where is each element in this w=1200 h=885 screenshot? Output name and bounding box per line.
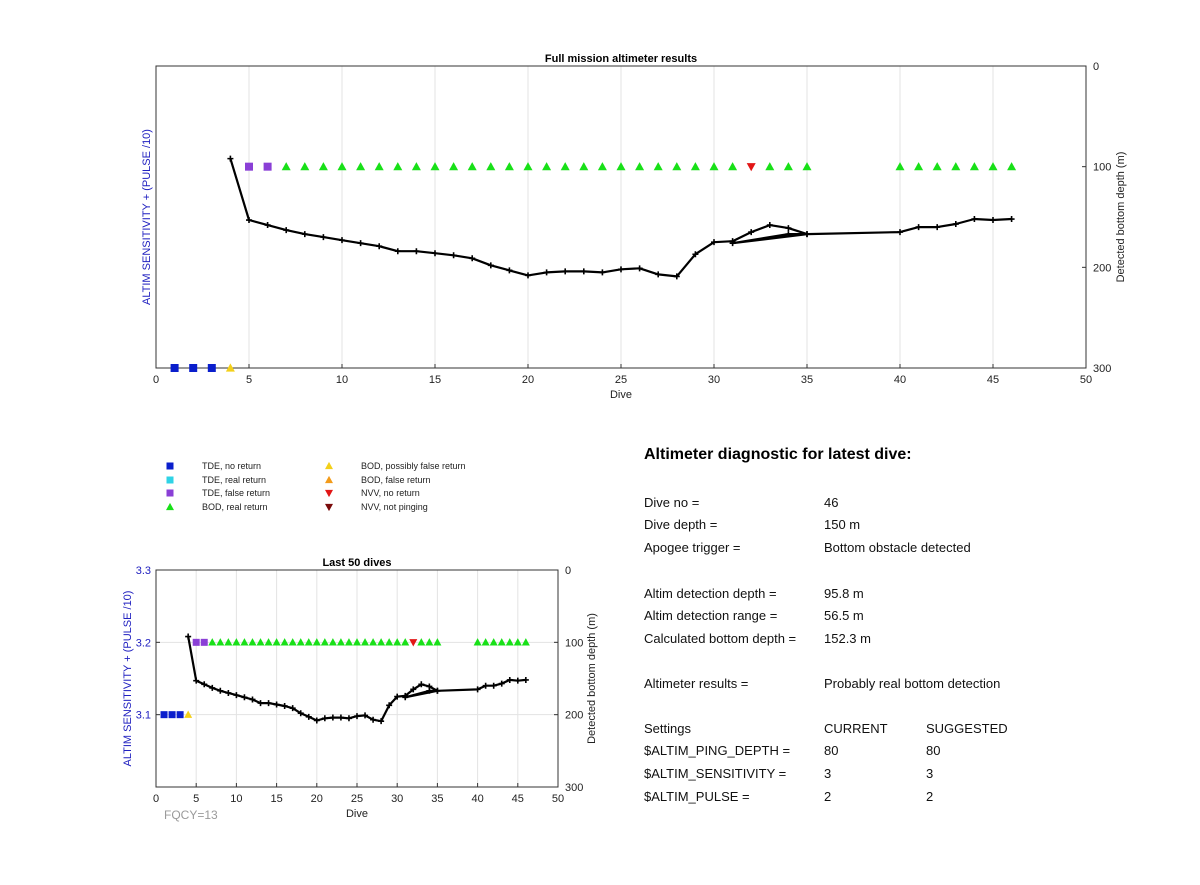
marker-bod-real-return: [989, 162, 998, 170]
depth-point: [346, 715, 352, 721]
depth-point: [581, 268, 587, 274]
marker-bod-possibly-false: [184, 711, 192, 718]
depth-point: [506, 267, 512, 273]
depth-point: [525, 272, 531, 278]
legend-label: TDE, no return: [202, 461, 262, 471]
depth-point: [339, 237, 345, 243]
depth-point: [804, 231, 810, 237]
depth-point: [934, 224, 940, 230]
marker-bod-real-return: [654, 162, 663, 170]
marker-bod-real-return: [412, 162, 421, 170]
depth-point: [282, 703, 288, 709]
results-value: Probably real bottom detection: [824, 676, 1001, 691]
marker-bod-real-return: [710, 162, 719, 170]
detection-range-label: Altim detection range =: [644, 608, 778, 623]
x-tick-label: 40: [893, 374, 907, 386]
detection-depth-label: Altim detection depth =: [644, 586, 777, 601]
detection-range-value: 56.5 m: [824, 608, 864, 623]
depth-point: [515, 678, 521, 684]
depth-point: [246, 217, 252, 223]
depth-point: [432, 250, 438, 256]
marker-bod-real-return: [765, 162, 774, 170]
depth-point: [767, 222, 773, 228]
x-tick-label: 5: [193, 793, 200, 805]
depth-point: [990, 217, 996, 223]
marker-tde-false-return: [264, 163, 272, 171]
marker-bod-real-return: [691, 162, 700, 170]
marker-bod-real-return: [933, 162, 942, 170]
marker-bod-real-return: [728, 162, 737, 170]
marker-bod-real-return: [505, 162, 514, 170]
marker-bod-real-return: [282, 162, 291, 170]
y-left-tick-label: 3.3: [135, 565, 151, 577]
marker-bod-real-return: [970, 162, 979, 170]
x-tick-label: 45: [511, 793, 524, 805]
depth-point: [225, 690, 231, 696]
legend-label: BOD, real return: [202, 502, 268, 512]
legend-marker-bod-false-return: [325, 476, 333, 483]
depth-point: [1009, 216, 1015, 222]
setting-name: $ALTIM_SENSITIVITY =: [644, 766, 787, 781]
marker-bod-real-return: [561, 162, 570, 170]
marker-tde-no-return: [169, 711, 176, 718]
fqcy-annotation: FQCY=13: [164, 808, 218, 822]
depth-point: [655, 271, 661, 277]
x-tick-label: 50: [1079, 374, 1093, 386]
setting-suggested: 80: [926, 743, 941, 758]
depth-point: [916, 224, 922, 230]
depth-point: [451, 252, 457, 258]
y-right-axis-label: Detected bottom depth (m): [586, 613, 598, 744]
setting-current: 2: [824, 789, 832, 804]
marker-bod-real-return: [914, 162, 923, 170]
depth-point: [265, 222, 271, 228]
marker-tde-false-return: [245, 163, 253, 171]
marker-bod-real-return: [486, 162, 495, 170]
y-right-axis-label: Detected bottom depth (m): [1115, 151, 1127, 283]
depth-point: [637, 265, 643, 271]
detection-depth-value: 95.8 m: [824, 586, 864, 601]
marker-tde-no-return: [161, 711, 168, 718]
marker-bod-real-return: [784, 162, 793, 170]
x-tick-label: 40: [471, 793, 484, 805]
depth-point: [302, 231, 308, 237]
depth-point: [322, 715, 328, 721]
legend-marker-tde-real-return: [167, 477, 174, 484]
legend-marker-nvv-not-pinging: [325, 504, 333, 511]
depth-point: [562, 268, 568, 274]
x-tick-label: 10: [335, 374, 349, 386]
x-tick-label: 10: [230, 793, 243, 805]
marker-bod-real-return: [896, 162, 905, 170]
calculated-depth-label: Calculated bottom depth =: [644, 631, 797, 646]
dive-no-label: Dive no =: [644, 495, 700, 510]
depth-point: [358, 240, 364, 246]
results-label: Altimeter results =: [644, 676, 749, 691]
apogee-label: Apogee trigger =: [644, 540, 741, 555]
marker-nvv-no-return: [409, 639, 417, 646]
marker-bod-real-return: [393, 162, 402, 170]
x-tick-label: 0: [152, 374, 160, 386]
x-tick-label: 45: [986, 374, 1000, 386]
x-tick-label: 35: [800, 374, 814, 386]
depth-point: [283, 227, 289, 233]
depth-point: [354, 713, 360, 719]
x-tick-label: 30: [391, 793, 404, 805]
suggested-header: SUGGESTED: [926, 721, 1008, 736]
chart-title: Full mission altimeter results: [544, 53, 698, 65]
calculated-depth-value: 152.3 m: [824, 631, 871, 646]
depth-point: [897, 229, 903, 235]
y-right-tick-label: 300: [565, 782, 584, 794]
depth-point: [618, 266, 624, 272]
marker-bod-real-return: [338, 162, 347, 170]
marker-bod-real-return: [542, 162, 551, 170]
y-right-tick-label: 0: [565, 565, 572, 577]
x-axis-label: Dive: [609, 389, 633, 401]
depth-point: [185, 634, 191, 640]
depth-point: [953, 221, 959, 227]
y-right-tick-label: 100: [1093, 161, 1112, 174]
dive-depth-label: Dive depth =: [644, 517, 718, 532]
dive-no-value: 46: [824, 495, 839, 510]
legend-label: BOD, false return: [361, 475, 431, 485]
x-tick-label: 20: [310, 793, 323, 805]
legend-marker-nvv-no-return: [325, 490, 333, 497]
y-right-tick-label: 0: [1093, 61, 1100, 73]
marker-tde-false-return: [193, 639, 200, 646]
x-tick-label: 25: [614, 374, 628, 386]
depth-point: [491, 683, 497, 689]
x-tick-label: 25: [350, 793, 364, 805]
x-tick-label: 0: [152, 793, 160, 805]
depth-point: [320, 234, 326, 240]
chart-title: Last 50 dives: [322, 557, 392, 569]
depth-point: [395, 248, 401, 254]
depth-point: [217, 688, 223, 694]
marker-bod-real-return: [449, 162, 458, 170]
marker-tde-false-return: [201, 639, 208, 646]
legend-marker-bod-real-return: [166, 503, 174, 510]
legend-label: TDE, real return: [202, 475, 267, 485]
dive-depth-value: 150 m: [824, 517, 861, 532]
x-tick-label: 5: [245, 374, 253, 386]
y-right-tick-label: 100: [565, 637, 584, 650]
x-tick-label: 30: [707, 374, 721, 386]
legend-label: NVV, not pinging: [361, 502, 428, 512]
marker-tde-no-return: [208, 364, 216, 372]
depth-point: [274, 702, 280, 708]
depth-point: [599, 269, 605, 275]
marker-tde-no-return: [189, 364, 197, 372]
marker-bod-real-return: [524, 162, 533, 170]
setting-suggested: 3: [926, 766, 934, 781]
marker-bod-real-return: [300, 162, 309, 170]
depth-point: [413, 248, 419, 254]
depth-point: [233, 692, 239, 698]
x-tick-label: 20: [521, 374, 535, 386]
depth-point: [266, 700, 272, 706]
x-tick-label: 15: [428, 374, 442, 386]
settings-label: Settings: [644, 721, 691, 736]
x-tick-label: 15: [270, 793, 283, 805]
marker-bod-real-return: [431, 162, 440, 170]
y-left-tick-label: 3.1: [135, 709, 151, 722]
marker-bod-real-return: [617, 162, 626, 170]
marker-bod-real-return: [319, 162, 328, 170]
legend-label: TDE, false return: [202, 488, 271, 498]
marker-bod-real-return: [579, 162, 588, 170]
setting-suggested: 2: [926, 789, 934, 804]
depth-point: [227, 156, 233, 162]
marker-bod-real-return: [803, 162, 812, 170]
setting-name: $ALTIM_PING_DEPTH =: [644, 743, 791, 758]
y-left-axis-label: ALTIM SENSITIVITY + (PULSE /10): [141, 129, 153, 305]
depth-point: [544, 269, 550, 275]
setting-current: 3: [824, 766, 832, 781]
x-axis-label: Dive: [345, 808, 369, 820]
marker-bod-real-return: [468, 162, 477, 170]
depth-point: [785, 225, 791, 231]
depth-point: [338, 715, 344, 721]
setting-name: $ALTIM_PULSE =: [644, 789, 750, 804]
y-right-tick-label: 200: [565, 709, 584, 722]
y-right-tick-label: 200: [1093, 262, 1112, 275]
marker-bod-real-return: [1007, 162, 1016, 170]
marker-tde-no-return: [171, 364, 179, 372]
marker-bod-real-return: [951, 162, 960, 170]
legend-label: NVV, no return: [361, 488, 420, 498]
depth-point: [523, 677, 529, 683]
legend-marker-tde-no-return: [167, 463, 174, 470]
depth-point: [241, 694, 247, 700]
legend-marker-tde-false-return: [167, 490, 174, 497]
marker-bod-real-return: [598, 162, 607, 170]
y-left-tick-label: 3.2: [135, 637, 151, 650]
legend-marker-bod-possibly-false: [325, 462, 333, 469]
depth-point: [488, 262, 494, 268]
marker-bod-real-return: [672, 162, 681, 170]
legend-label: BOD, possibly false return: [361, 461, 466, 471]
marker-bod-real-return: [356, 162, 365, 170]
depth-point: [330, 715, 336, 721]
y-left-axis-label: ALTIM SENSITIVITY + (PULSE /10): [122, 590, 134, 767]
marker-bod-real-return: [635, 162, 644, 170]
x-tick-label: 35: [431, 793, 444, 805]
marker-bod-real-return: [375, 162, 384, 170]
marker-tde-no-return: [177, 711, 184, 718]
apogee-value: Bottom obstacle detected: [824, 540, 971, 555]
depth-point: [469, 255, 475, 261]
y-right-tick-label: 300: [1093, 363, 1112, 375]
current-header: CURRENT: [824, 721, 888, 736]
depth-point: [376, 243, 382, 249]
x-tick-label: 50: [551, 793, 565, 805]
diagnostic-title: Altimeter diagnostic for latest dive:: [644, 446, 912, 463]
marker-nvv-no-return: [747, 163, 756, 171]
setting-current: 80: [824, 743, 839, 758]
depth-point: [971, 216, 977, 222]
